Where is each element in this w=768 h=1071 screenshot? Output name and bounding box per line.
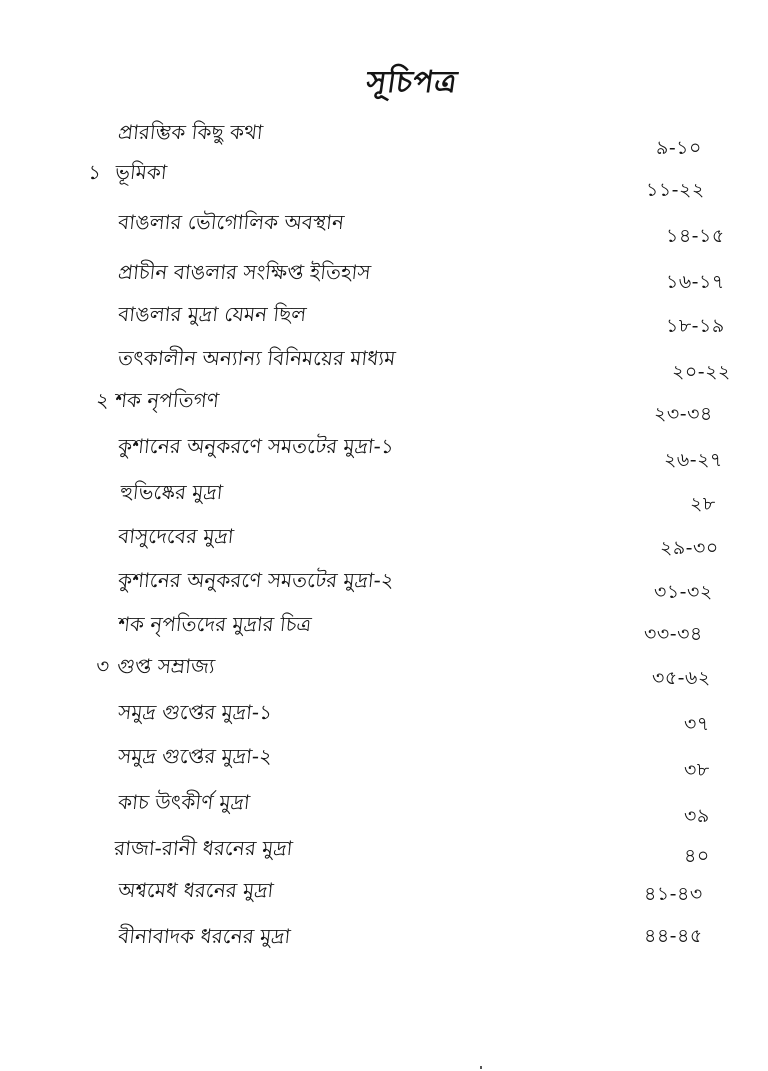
entry-pages: ৪১-৪৩ [644, 883, 703, 905]
entry-pages: ২৮ [690, 493, 716, 515]
chapter-number: ২ [95, 388, 111, 412]
entry-pages: ৩৮ [684, 759, 710, 781]
entry-pages: ২০-২২ [672, 361, 731, 383]
entry-label: বাঙলার ভৌগোলিক অবস্থান [117, 210, 346, 234]
toc-entry [0, 344, 768, 384]
toc-entry [0, 258, 768, 298]
entry-label: হুভিষ্কের মুদ্রা [119, 480, 224, 504]
entry-pages: ১৬-১৭ [666, 271, 725, 293]
toc-entry [0, 922, 768, 962]
entry-pages: ১১-২২ [646, 179, 705, 201]
entry-label: গুপ্ত সম্রাজ্য [116, 654, 217, 678]
toc-chapter [0, 386, 768, 426]
entry-pages: ১৪-১৫ [666, 225, 725, 247]
chapter-heading [94, 386, 220, 419]
chapter-number: ৩ [95, 654, 111, 678]
toc-entry [0, 834, 768, 874]
chapter-heading [94, 652, 216, 685]
entry-pages: ৪৪-৪৫ [644, 925, 703, 947]
entry-pages: ৩৭ [684, 713, 710, 735]
entry-label: কাচ উৎকীর্ণ মুদ্রা [117, 790, 252, 814]
chapter-number: ১ [87, 160, 103, 184]
toc-entry [0, 118, 768, 158]
entry-pages: ৩৩-৩৪ [644, 623, 703, 645]
entry-label: শক নৃপতিদের মুদ্রার চিত্র [117, 612, 313, 636]
entry-label: বাঙলার মুদ্রা যেমন ছিল [117, 302, 308, 326]
toc-entry [0, 478, 768, 518]
entry-label: বাসুদেবের মুদ্রা [117, 524, 235, 548]
entry-label: কুশানের অনুকরণে সমতটের মুদ্রা-১ [117, 434, 396, 458]
toc-entry [0, 522, 768, 562]
entry-label: ভূমিকা [113, 160, 169, 184]
scan-speck [480, 1066, 482, 1069]
toc-entry [0, 788, 768, 828]
entry-label: সমুদ্র গুপ্তের মুদ্রা-২ [117, 744, 274, 768]
entry-label: কুশানের অনুকরণে সমতটের মুদ্রা-২ [117, 568, 396, 592]
entry-pages: ১৮-১৯ [666, 315, 725, 337]
entry-label: সমুদ্র গুপ্তের মুদ্রা-১ [117, 700, 274, 724]
page-title: সূচিপত্র [364, 65, 461, 100]
entry-label: বীনাবাদক ধরনের মুদ্রা [117, 924, 292, 948]
toc-entry [0, 208, 768, 248]
toc-entry [0, 300, 768, 340]
entry-pages: ৩৯ [684, 805, 710, 827]
toc-entry [0, 610, 768, 650]
entry-label: অশ্বমেধ ধরনের মুদ্রা [117, 878, 275, 902]
toc-entry [0, 566, 768, 606]
entry-pages: ২৯-৩০ [660, 537, 719, 559]
toc-chapter [0, 158, 768, 201]
entry-label: তৎকালীন অন্যান্য বিনিময়ের মাধ্যম [117, 346, 397, 370]
entry-pages: ২৬-২৭ [664, 449, 723, 471]
entry-label: শক নৃপতিগণ [114, 388, 221, 412]
entry-label: প্রারম্ভিক কিছু কথা [117, 120, 265, 144]
entry-pages: ৪০ [684, 845, 710, 867]
entry-pages: ৩১-৩২ [654, 581, 713, 603]
toc-chapter [0, 652, 768, 692]
chapter-heading [86, 158, 168, 191]
toc-entry [0, 742, 768, 782]
entry-label: প্রাচীন বাঙলার সংক্ষিপ্ত ইতিহাস [117, 260, 372, 284]
entry-label: রাজা-রানী ধরনের মুদ্রা [113, 836, 294, 860]
toc-entry [0, 432, 768, 472]
entry-pages: ৯-১০ [656, 137, 702, 159]
toc-entry [0, 876, 768, 916]
toc-entry [0, 698, 768, 738]
entry-pages: ২৩-৩৪ [654, 403, 713, 425]
entry-pages: ৩৫-৬২ [652, 667, 711, 689]
